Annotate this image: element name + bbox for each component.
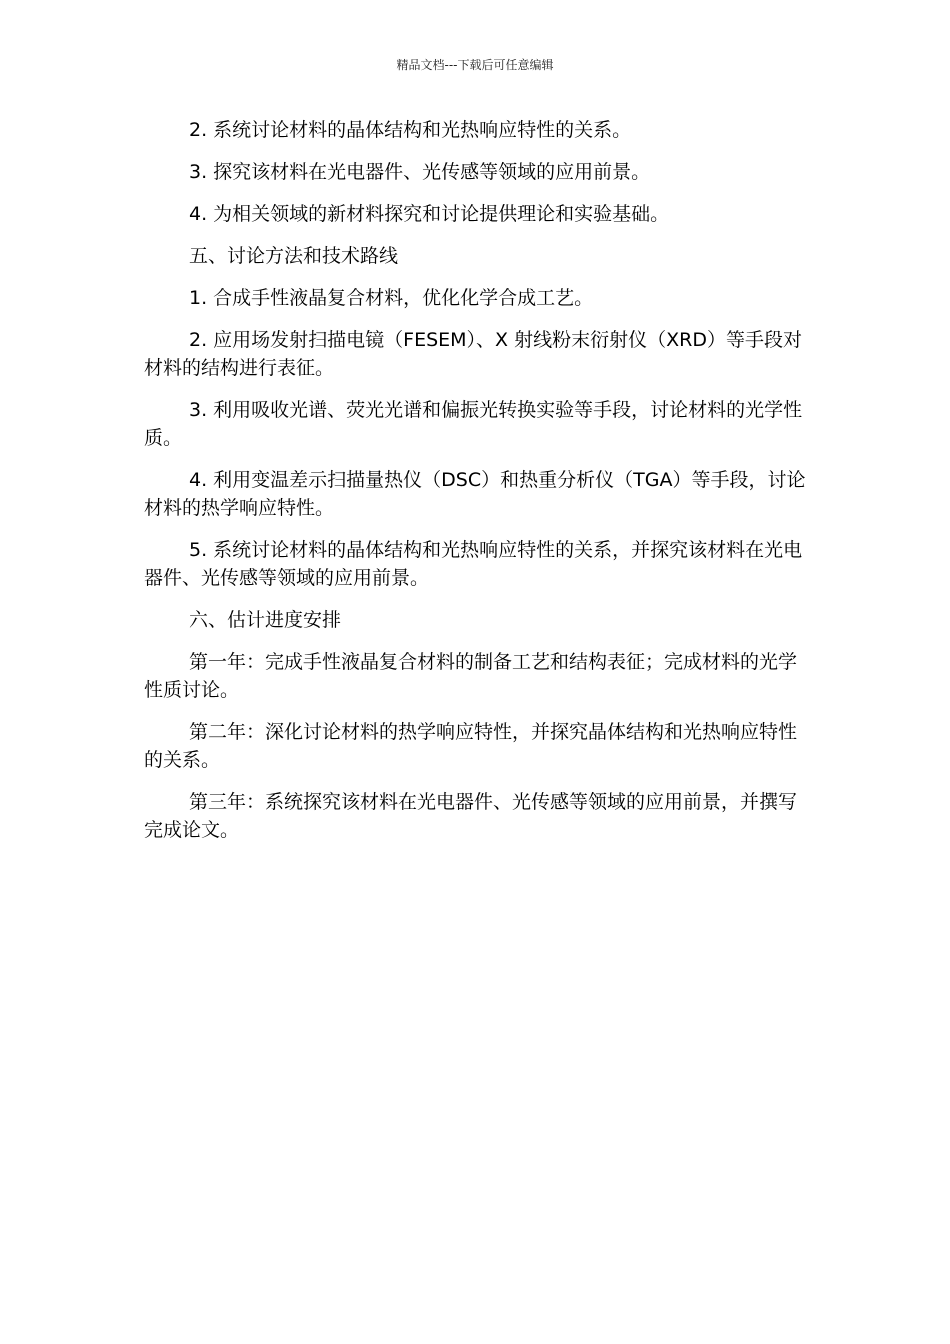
paragraph-objective-4: 4. 为相关领域的新材料探究和讨论提供理论和实验基础。: [189, 203, 670, 225]
paragraph-method-3: 3. 利用吸收光谱、荧光光谱和偏振光转换实验等手段，讨论材料的光学性质。: [144, 399, 803, 449]
paragraph-objective-3: 3. 探究该材料在光电器件、光传感等领域的应用前景。: [189, 161, 651, 183]
paragraph-schedule-year-2: 第二年：深化讨论材料的热学响应特性，并探究晶体结构和光热响应特性的关系。: [144, 721, 798, 771]
document-body: [144, 116, 808, 858]
paragraph-method-5: 5. 系统讨论材料的晶体结构和光热响应特性的关系，并探究该材料在光电器件、光传感等领域的应用前景。: [144, 539, 803, 589]
paragraph-method-4: 4. 利用变温差示扫描量热仪（DSC）和热重分析仪（TGA）等手段，讨论材料的热学响应特性。: [144, 469, 806, 519]
paragraph-schedule-year-3: 第三年：系统探究该材料在光电器件、光传感等领域的应用前景，并撰写完成论文。: [144, 791, 798, 841]
paragraph-method-2: 2. 应用场发射扫描电镜（FESEM）、X 射线粉末衍射仪（XRD）等手段对材料的结构进行表征。: [144, 329, 802, 379]
paragraph-method-1: 1. 合成手性液晶复合材料，优化化学合成工艺。: [189, 287, 594, 309]
paragraph-objective-2: 2. 系统讨论材料的晶体结构和光热响应特性的关系。: [189, 119, 632, 141]
paragraph-schedule-year-1: 第一年：完成手性液晶复合材料的制备工艺和结构表征；完成材料的光学性质讨论。: [144, 651, 798, 701]
section-heading-methods: 五、讨论方法和技术路线: [189, 245, 399, 267]
section-heading-schedule: 六、估计进度安排: [189, 609, 342, 631]
page-header: 精品文档---下载后可任意编辑: [396, 58, 554, 72]
